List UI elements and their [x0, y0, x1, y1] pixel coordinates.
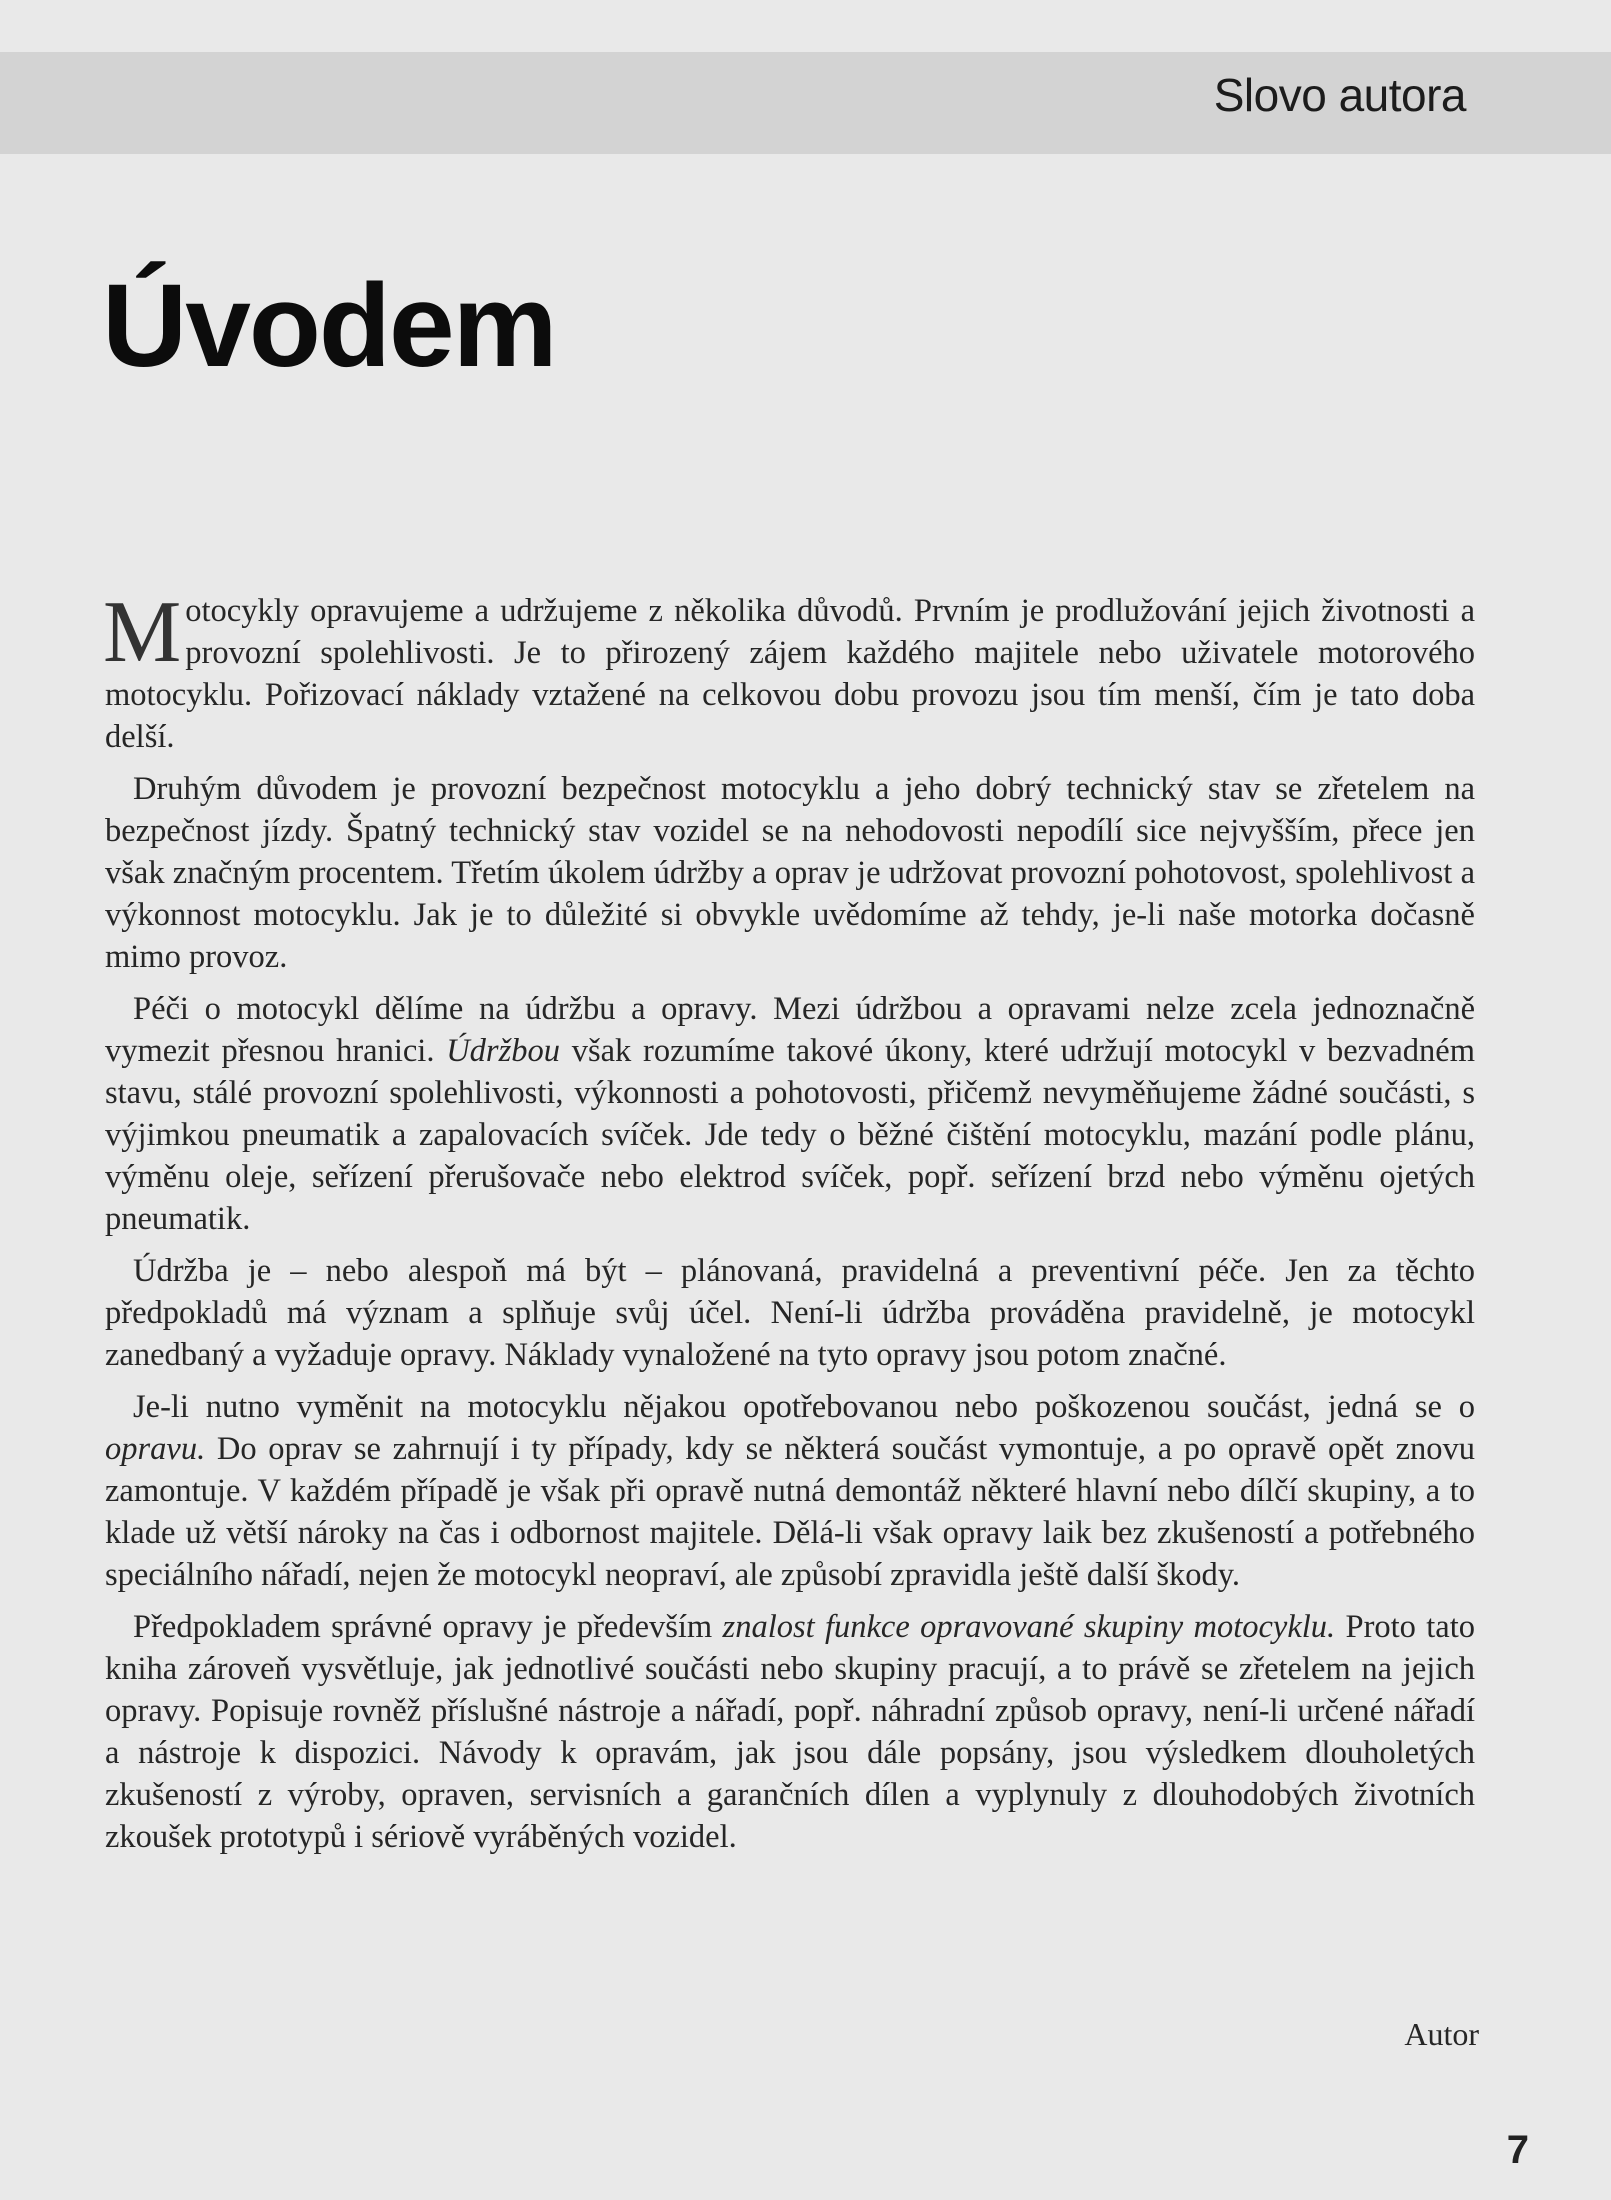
paragraph-5: [105, 1386, 1475, 1596]
chapter-title: Úvodem: [102, 260, 556, 392]
paragraph-6-emphasis: znalost funkce opravované skupiny motocyklu.: [722, 1609, 1336, 1645]
paragraph-3-emphasis: Údržbou: [446, 1033, 560, 1069]
drop-cap: M: [103, 584, 182, 681]
paragraph-6: [105, 1606, 1475, 1858]
paragraph-5-text-a: Je-li nutno vyměnit na motocyklu nějakou opotřebovanou nebo poškozenou součást, jedná se o: [133, 1389, 1475, 1425]
paragraph-5-emphasis: opravu.: [105, 1431, 206, 1467]
signature: Autor: [1404, 2016, 1479, 2052]
paragraph-4: Údržba je – nebo alespoň má být – plánovaná, pravidelná a preventivní péče. Jen za těchto předpokladů má význam a splňuje svůj účel. Není-li údržba prováděna pravidelně, je motocykl zanedbaný a vyžaduje opravy. Náklady vynaložené na tyto opravy jsou potom značné.: [105, 1253, 1475, 1373]
paragraph-6-text-a: Předpokladem správné opravy je především: [133, 1609, 723, 1645]
body-text: [103, 584, 1475, 1868]
paragraph-2: Druhým důvodem je provozní bezpečnost motocyklu a jeho dobrý technický stav se zřetelem na bezpečnost jízdy. Špatný technický stav vozidel se na nehodovosti nepodílí sice nejvyšším, přece jen však značným procentem. Třetím úkolem údržby a oprav je udržovat provozní pohotovost, spolehlivost a výkonnost motocyklu. Jak je to důležité si obvykle uvědomíme až tehdy, je-li naše motorka dočasně mimo provoz.: [105, 771, 1475, 975]
paragraph-3: [105, 988, 1475, 1240]
running-head: Slovo autora: [1213, 69, 1466, 121]
paragraph-5-text-b: Do oprav se zahrnují i ty případy, kdy se některá součást vymontuje, a po opravě opět znovu zamontuje. V každém případě je však při opravě nutná demontáž některé hlavní nebo dílčí skupiny, a to klade už větší nároky na čas i odbornost majitele. Dělá-li však opravy laik bez zkušeností a potřebného speciálního nářadí, nejen že motocykl neopraví, ale způsobí zpravidla ještě další škody.: [105, 1431, 1475, 1593]
paragraph-3-text-b: však rozumíme takové úkony, které udržují motocykl v bezvadném stavu, stálé provozní spolehlivosti, výkonnosti a pohotovosti, přičemž nevyměňujeme žádné součásti, s výjimkou pneumatik a zapalovacích svíček. Jde tedy o běžné čištění motocyklu, mazání podle plánu, výměnu oleje, seřízení přerušovače nebo elektrod svíček, popř. seřízení brzd nebo výměnu ojetých pneumatik.: [105, 1033, 1475, 1237]
page-number: 7: [1506, 2128, 1529, 2172]
paragraph-1-text: otocykly opravujeme a udržujeme z několika důvodů. Prvním je prodlužování jejich životnosti a provozní spolehlivosti. Je to přirozený zájem každého majitele nebo uživatele motorového motocyklu. Pořizovací náklady vztažené na celkovou dobu provozu jsou tím menší, čím je tato doba delší.: [105, 593, 1475, 755]
paragraph-3-text-a: Péči o motocykl dělíme na údržbu a opravy. Mezi údržbou a opravami nelze zcela jednoznačně vymezit přesnou hranici.: [105, 991, 1475, 1069]
paragraph-1: [103, 584, 1475, 758]
paragraph-6-text-b: Proto tato kniha zároveň vysvětluje, jak jednotlivé součásti nebo skupiny pracují, a to právě se zřetelem na jejich opravy. Popisuje rovněž příslušné nástroje a nářadí, popř. náhradní způsob opravy, není-li určené nářadí a nástroje k dispozici. Návody k opravám, jak jsou dále popsány, jsou výsledkem dlouholetých zkušeností z výroby, opraven, servisních a garančních dílen a vyplynuly z dlouhodobých životních zkoušek prototypů i sériově vyráběných vozidel.: [105, 1609, 1475, 1855]
